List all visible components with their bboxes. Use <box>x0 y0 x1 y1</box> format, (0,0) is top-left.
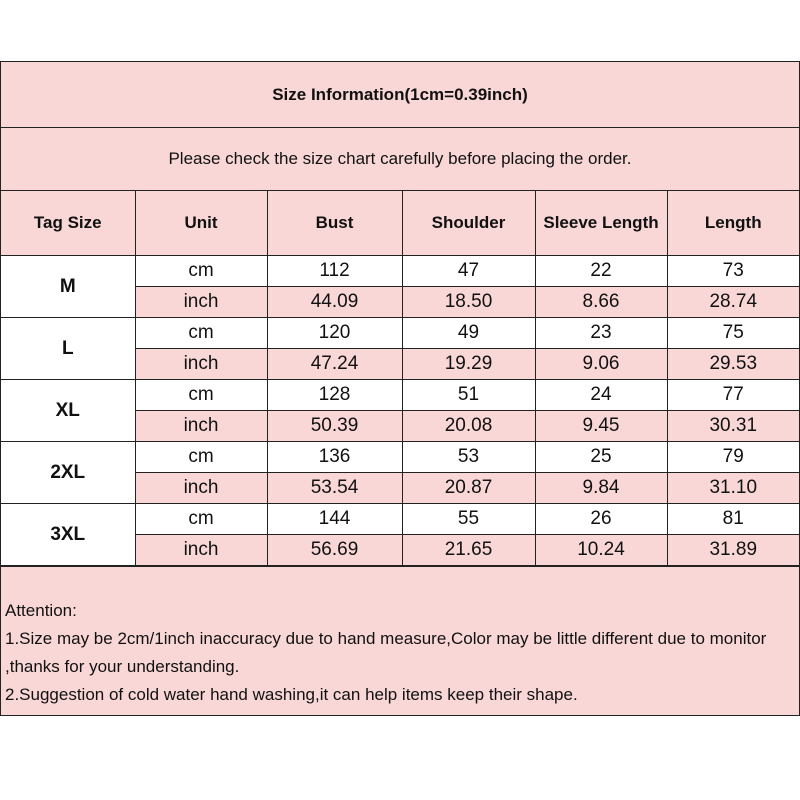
size-chart <box>0 61 800 716</box>
header-length: Length <box>667 191 799 256</box>
sleeve-length-cell: 8.66 <box>535 287 667 318</box>
unit-cell: inch <box>135 349 267 380</box>
chart-subtitle: Please check the size chart carefully before placing the order. <box>1 128 799 191</box>
chart-title: Size Information(1cm=0.39inch) <box>1 62 799 128</box>
length-cell: 30.31 <box>667 411 799 442</box>
attention-heading: Attention: <box>5 601 77 620</box>
length-cell: 75 <box>667 318 799 349</box>
header-sleeve-length: Sleeve Length <box>535 191 667 256</box>
unit-cell: cm <box>135 256 267 287</box>
unit-cell: cm <box>135 442 267 473</box>
length-cell: 31.89 <box>667 535 799 566</box>
sleeve-length-cell: 9.06 <box>535 349 667 380</box>
unit-cell: inch <box>135 535 267 566</box>
unit-cell: cm <box>135 504 267 535</box>
sleeve-length-cell: 9.84 <box>535 473 667 504</box>
header-shoulder: Shoulder <box>402 191 535 256</box>
sleeve-length-cell: 9.45 <box>535 411 667 442</box>
length-cell: 79 <box>667 442 799 473</box>
sleeve-length-cell: 10.24 <box>535 535 667 566</box>
sleeve-length-cell: 26 <box>535 504 667 535</box>
shoulder-cell: 47 <box>402 256 535 287</box>
shoulder-cell: 55 <box>402 504 535 535</box>
header-bust: Bust <box>267 191 402 256</box>
length-cell: 29.53 <box>667 349 799 380</box>
unit-cell: inch <box>135 287 267 318</box>
shoulder-cell: 51 <box>402 380 535 411</box>
sleeve-length-cell: 22 <box>535 256 667 287</box>
tag-size-cell: L <box>1 318 135 380</box>
attention-note-2: 2.Suggestion of cold water hand washing,it can help items keep their shape. <box>5 685 578 704</box>
shoulder-cell: 20.87 <box>402 473 535 504</box>
shoulder-cell: 49 <box>402 318 535 349</box>
shoulder-cell: 53 <box>402 442 535 473</box>
length-cell: 28.74 <box>667 287 799 318</box>
sleeve-length-cell: 25 <box>535 442 667 473</box>
table-row <box>1 504 799 535</box>
tag-size-cell: 3XL <box>1 504 135 566</box>
shoulder-cell: 21.65 <box>402 535 535 566</box>
table-row <box>1 442 799 473</box>
length-cell: 81 <box>667 504 799 535</box>
bust-cell: 144 <box>267 504 402 535</box>
attention-note-1: 1.Size may be 2cm/1inch inaccuracy due to hand measure,Color may be little different due to monitor ,thanks for your understanding. <box>5 629 767 676</box>
tag-size-cell: XL <box>1 380 135 442</box>
shoulder-cell: 18.50 <box>402 287 535 318</box>
sleeve-length-cell: 23 <box>535 318 667 349</box>
header-tag-size: Tag Size <box>1 191 135 256</box>
unit-cell: inch <box>135 473 267 504</box>
tag-size-cell: M <box>1 256 135 318</box>
bust-cell: 120 <box>267 318 402 349</box>
size-table <box>1 191 799 566</box>
unit-cell: cm <box>135 380 267 411</box>
attention-notes <box>1 566 799 715</box>
bust-cell: 47.24 <box>267 349 402 380</box>
bust-cell: 136 <box>267 442 402 473</box>
table-row <box>1 256 799 287</box>
length-cell: 31.10 <box>667 473 799 504</box>
length-cell: 73 <box>667 256 799 287</box>
shoulder-cell: 19.29 <box>402 349 535 380</box>
bust-cell: 128 <box>267 380 402 411</box>
unit-cell: cm <box>135 318 267 349</box>
table-row <box>1 318 799 349</box>
tag-size-cell: 2XL <box>1 442 135 504</box>
header-unit: Unit <box>135 191 267 256</box>
bust-cell: 56.69 <box>267 535 402 566</box>
bust-cell: 44.09 <box>267 287 402 318</box>
table-row <box>1 380 799 411</box>
sleeve-length-cell: 24 <box>535 380 667 411</box>
shoulder-cell: 20.08 <box>402 411 535 442</box>
bust-cell: 50.39 <box>267 411 402 442</box>
header-row <box>1 191 799 256</box>
unit-cell: inch <box>135 411 267 442</box>
bust-cell: 53.54 <box>267 473 402 504</box>
bust-cell: 112 <box>267 256 402 287</box>
length-cell: 77 <box>667 380 799 411</box>
